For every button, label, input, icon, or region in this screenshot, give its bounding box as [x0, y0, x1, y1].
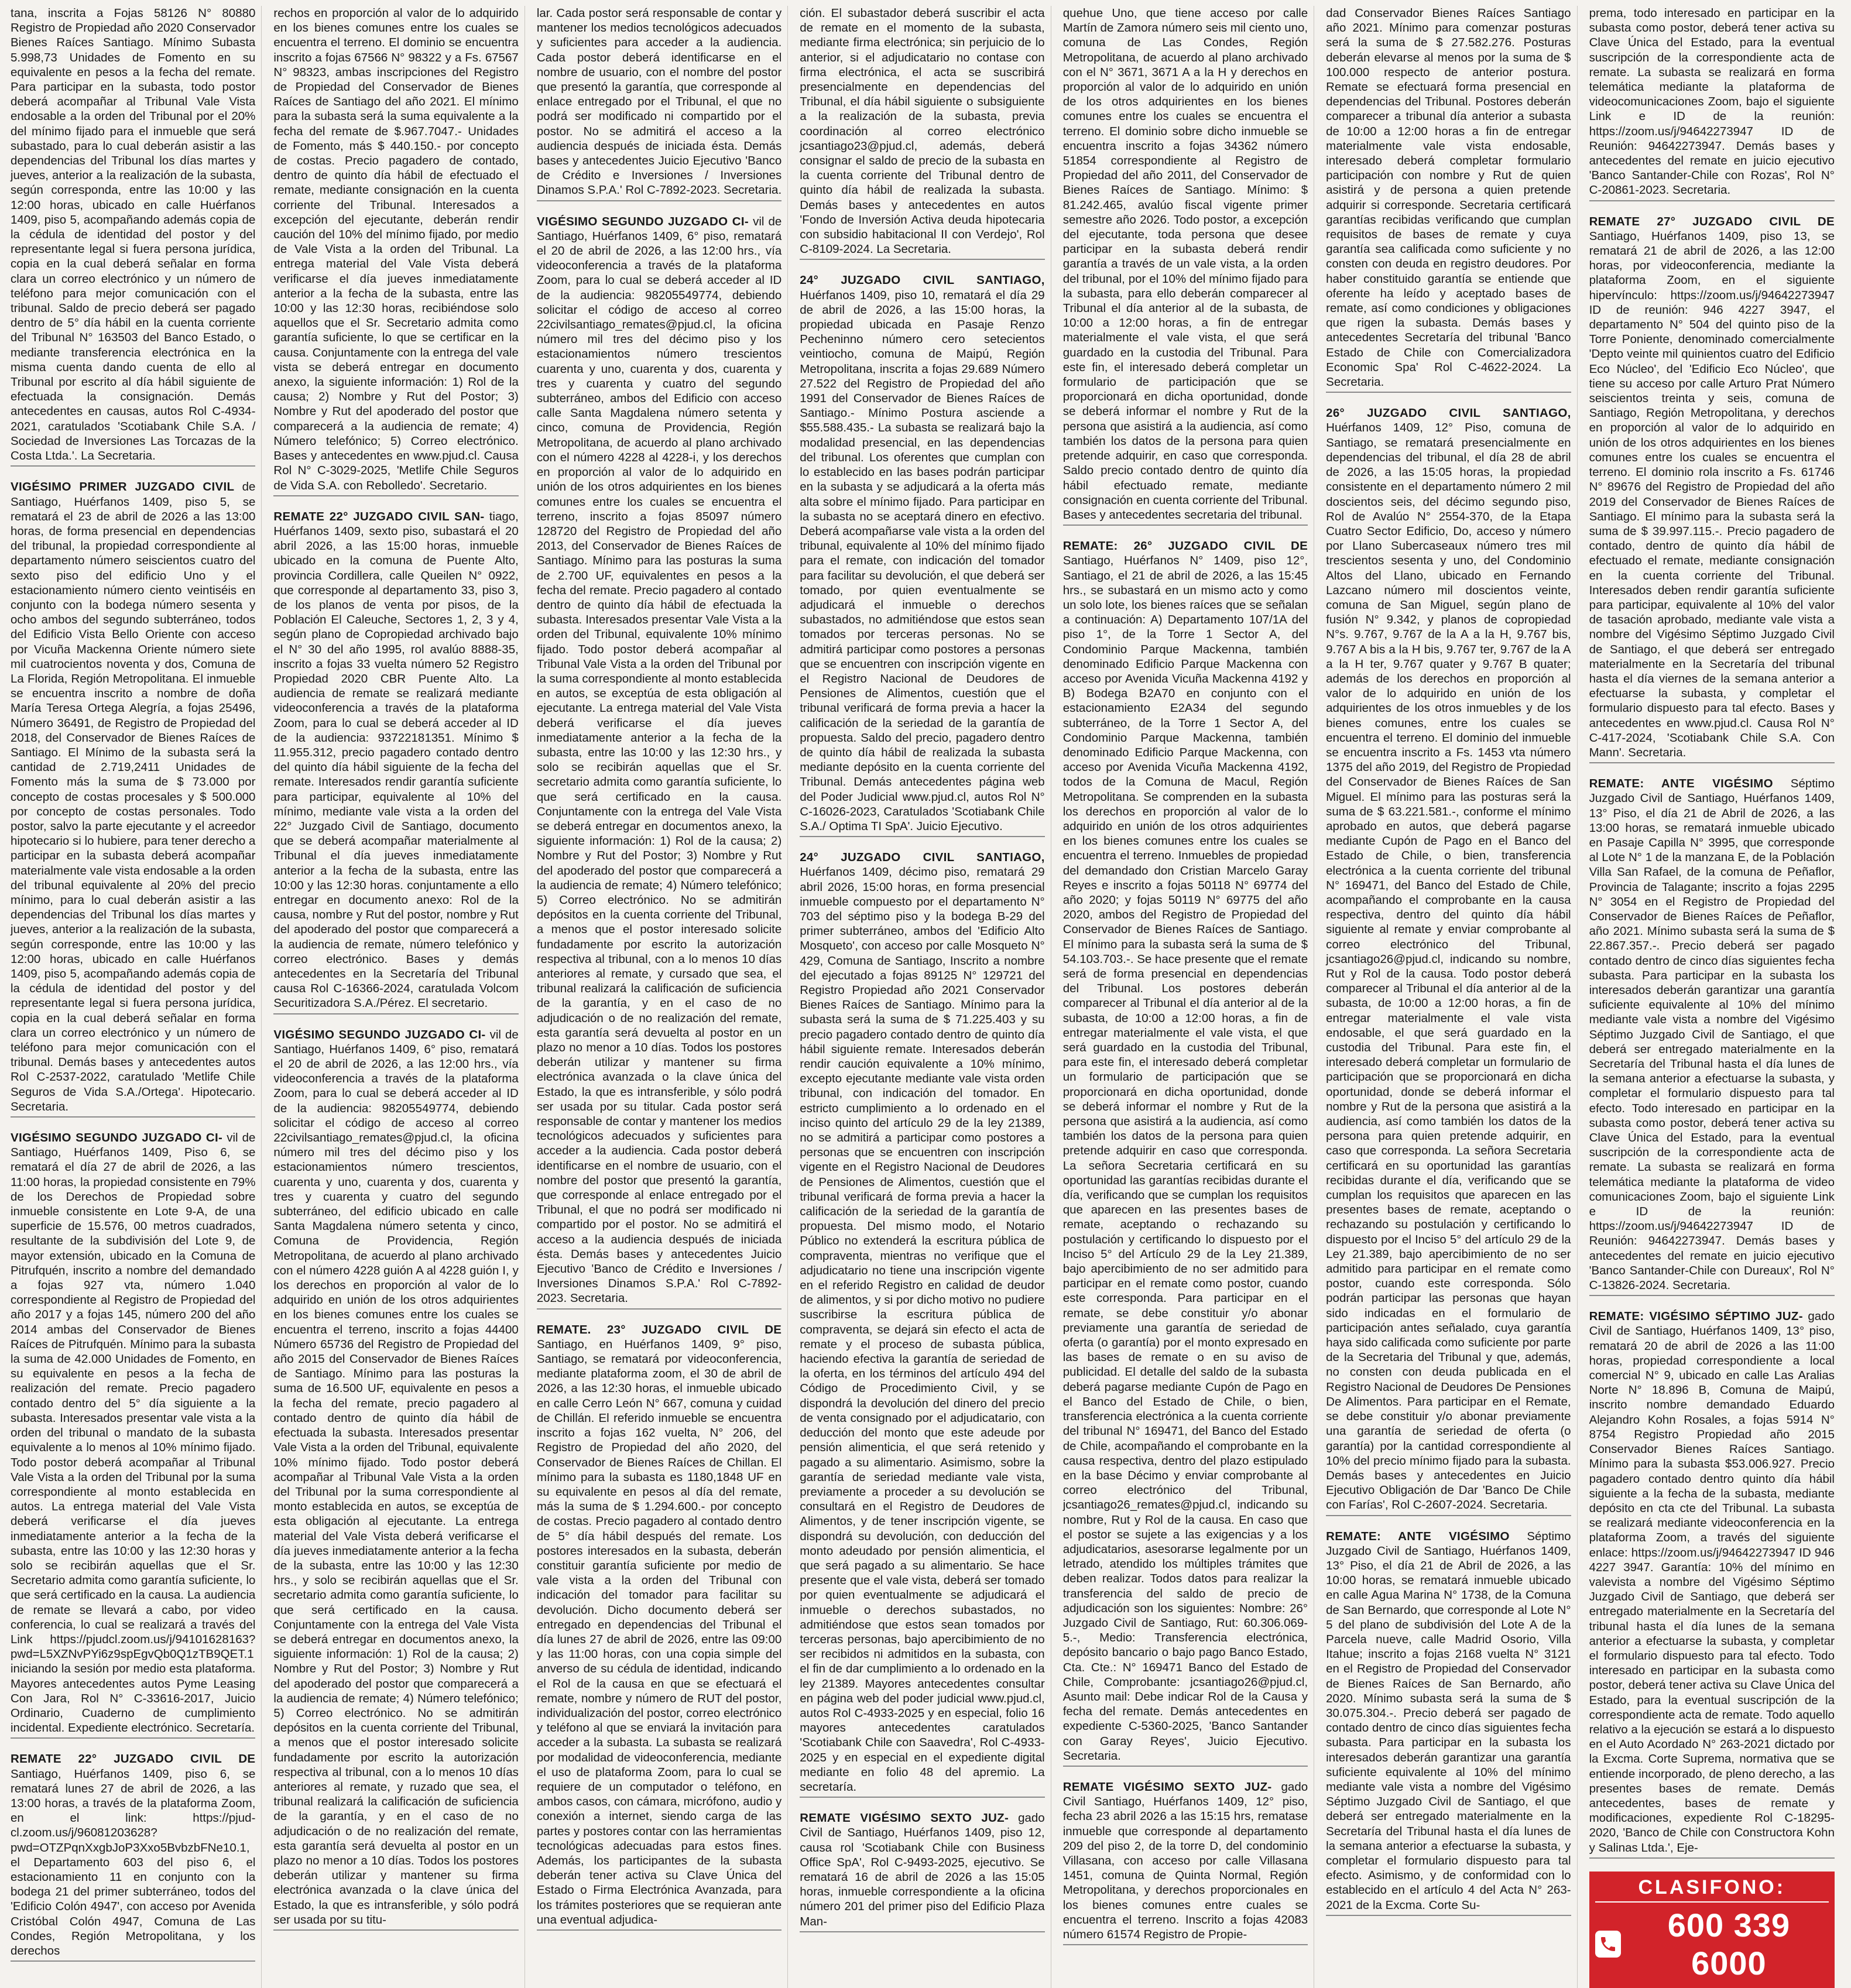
notice	[1063, 539, 1308, 1767]
notice-body: Santiago, en Huérfanos 1409, 9° piso, Santiago, se rematará por videoconferencia, mediante plataforma zoom, el 30 de abril de 2026, a las 12:30 horas, el inmueble ubicado en calle Cerro León N° 667, comuna y cuidad de Chillán. El referido inmueble se encuentra inscrito a fojas 162 vuelta, N° 206, del Registro de Propiedad del año 2020, del Conservador de Bienes Raíces de Chillan. El mínimo para la subasta es 1180,1848 UF en su equivalente en pesos al día del remate, más la suma de $ 1.294.600.- por concepto de costas. Precio pagadero al contado dentro de 5° día hábil después del remate. Los postores interesados en la subasta, deberán constituir garantía suficiente por medio de vale vista a la orden del Tribunal con indicación del tomador para facilitar su devolución. Dicho documento deberá ser entregado en dependencias del Tribunal el día lunes 27 de abril de 2026, entre las 09:00 y las 11:00 horas, con una copia simple del anverso de su cédula de identidad, indicando el Rol de la causa en que se efectuará el remate, nombre y número de RUT del postor, individualización del postor, correo electrónico y teléfono al que se enviará la invitación para acceder a la subasta. La subasta se realizará por modalidad de videoconferencia, mediante el uso de plataforma Zoom, para lo cual se requiere de un computador o teléfono, en ambos casos, con cámara, micrófono, audio y conexión a internet, siendo carga de las partes y postores contar con las herramientas tecnológicas adecuadas para estos fines. Además, los participantes de la subasta deberán tener activa su Clave Única del Estado o Firma Electrónica Avanzada, para los trámites posteriores que se requieran ante una eventual adjudica-	[536, 1337, 782, 1927]
notice-body: prema, todo interesado en participar en la subasta como postor, deberá tener activa su Clave Única del Estado, para la eventual suscripción de la correspondiente acta de remate. La subasta se realizará en forma telemática mediante la plataforma de videocomunicaciones Zoom, bajo el siguiente Link e ID de la reunión: https://zoom.us/j/94642273947 ID de Reunión: 94642273947. Demás bases y antecedentes del remate en juicio ejecutivo 'Banco Santander-Chile con Rozas', Rol N° C-20861-2023. Secretaria.	[1589, 6, 1835, 197]
clasifono-label: CLASIFONO:	[1595, 1876, 1829, 1903]
notice-heading: 24° JUZGADO CIVIL SANTIAGO,	[800, 851, 1045, 865]
column-5	[1063, 6, 1314, 1988]
notice-body: gado Civil Santiago, Huérfanos 1409, 12° piso, fecha 23 abril 2026 a las 15:15 hrs, rematase inmueble que corresponde al departamento 209 del piso 2, de la torre D, del condominio Villasana, con acceso por calle Villasana 1451, comuna de Quinta Normal, Región Metropolitana, y derechos proporcionales en los bienes comunes entre cuales se encuentra el terreno. Inscrito a fojas 42083 número 61574 Registro de Propie-	[1062, 1780, 1308, 1941]
notice	[11, 479, 255, 1118]
notice	[11, 6, 255, 467]
classifieds-page	[11, 6, 1840, 1982]
column-7	[1589, 6, 1840, 1988]
column-1	[11, 6, 262, 1988]
notice	[1326, 1529, 1571, 1916]
column-6	[1326, 6, 1577, 1988]
notice-body: vil de Santiago, Huérfanos 1409, 6° piso, rematará el 20 de abril de 2026, a las 12:00 hrs., vía videoconferencia a través de la plataforma Zoom, para lo cual se deberá acceder al ID de la audiencia: 98205549774, debiendo solicitar el código de acceso al correo 22civilsantiago_remates@pjud.cl, la oficina número mil tres del décimo piso y los estacionamientos número trescientos cuarenta y uno, cuarenta y dos, cuarenta y tres y cuarenta y cuatro del segundo subterráneo, ambos del Edificio con acceso calle Santa Magdalena número setenta y cinco, comuna de Providencia, Región Metropolitana, de acuerdo al plano archivado con el número 4228 al 4228-i, y los derechos en proporción al valor de lo adquirido en unión de los otros adquirientes en los bienes comunes entre los cuales se encuentra el terreno, inscrito a fojas 85097 número 128720 del Registro de Propiedad del año 2013, del Conservador de Bienes Raíces de Santiago. Mínimo para las posturas la suma de 2.700 UF, equivalentes en pesos a la fecha del remate. Precio pagadero al contado dentro de quinto día hábil de efectuada la subasta. Interesados presentar Vale Vista a la orden del Tribunal, equivalente 10% mínimo fijado. Todo postor deberá acompañar al Tribunal Vale Vista a la orden del Tribunal por la suma correspondiente al monto establecida en autos, se exceptúa de esta obligación al ejecutante. La entrega material del Vale Vista deberá verificarse el día jueves inmediatamente anterior a la fecha de la subasta, entre las 10:00 y las 12:30 hrs., y solo se recibirán aquellas que el Sr. secretario admita como garantía suficiente, lo que será certificado en la causa. Conjuntamente con la entrega del Vale Vista se deberá entregar en documentos anexo, la siguiente información: 1) Rol de la causa; 2) Nombre y Rut del Postor; 3) Nombre y Rut del apoderado del postor que comparecerá a la audiencia de remate; 4) Número telefónico; 5) Correo electrónico. No se admitirán depósitos en la cuenta corriente del Tribunal, a menos que el postor interesado solicite fundadamente por escrito la autorización respectiva al tribunal, con a lo menos 10 días anteriores al remate, y cursado que sea, el tribunal realizará la calificación de suficiencia de la garantía, y en el caso de no adjudicación o de no realización del remate, esta garantía será devuelta al postor en un plazo no menor a 10 días. Todos los postores deberán utilizar y mantener su firma electrónica avanzada o la clave única del Estado, la que es intransferible, y sólo podrá ser usada por su titular. Cada postor será responsable de contar y mantener los medios tecnológicos adecuados y suficientes para acceder a la audiencia. Cada postor deberá identificarse en el nombre de usuario, con el nombre del postor que presentó la garantía, que corresponde al enlace entregado por el Tribunal, el que no podrá ser modificado ni compartido por el postor. No se admitirá el acceso a la audiencia después de iniciada ésta. Demás bases y antecedentes Juicio Ejecutivo 'Banco de Crédito e Inversiones / Inversiones Dinamos S.P.A.' Rol C-7892-2023. Secretaria.	[536, 214, 782, 1305]
notice-body: vil de Santiago, Huérfanos 1409, 6° piso, rematará el 20 de abril de 2026, a las 12:00 hrs., vía videoconferencia a través de la plataforma Zoom, para lo cual se deberá acceder al ID de la audiencia: 98205549774, debiendo solicitar el código de acceso al correo 22civilsantiago_remates@pjud.cl, la oficina número mil tres del décimo piso y los estacionamientos número trescientos, cuarenta y uno, cuarenta y dos, cuarenta y tres y cuarenta y cuatro del segundo subterráneo, del edificio ubicado en calle Santa Magdalena número setenta y cinco, Comuna de Providencia, Región Metropolitana, de acuerdo al plano archivado con el número 4228 guión A al 4228 guión I, y los derechos en proporción al valor de lo adquirido en unión de los otros adquirientes en los bienes comunes entre los cuales se encuentra el terreno, inscrito a fojas 44400 Número 65736 del Registro de Propiedad del año 2015 del Conservador de Bienes Raíces de Santiago. Mínimo para las posturas la suma de 16.500 UF, equivalente en pesos a la fecha del remate, precio pagadero al contado dentro de quinto día hábil de efectuada la subasta. Interesados presentar Vale Vista a la orden del Tribunal, equivalente 10% mínimo fijado. Todo postor deberá acompañar al Tribunal Vale Vista a la orden del Tribunal por la suma correspondiente al monto establecida en autos, se exceptúa de esta obligación al ejecutante. La entrega material del Vale Vista deberá verificarse el día jueves inmediatamente anterior a la fecha de la subasta, entre las 10:00 y las 12:30 hrs., y solo se recibirán aquellas que el Sr. secretario admita como garantía suficiente, lo que será certificado en la causa. Conjuntamente con la entrega del Vale Vista se deberá entregar en documentos anexo, la siguiente información: 1) Rol de la causa; 2) Nombre y Rut del Postor; 3) Nombre y Rut del apoderado del postor que comparecerá a la audiencia de remate; 4) Número telefónico; 5) Correo electrónico. No se admitirán depósitos en la cuenta corriente del Tribunal, a menos que el postor interesado solicite fundadamente por escrito la autorización respectiva al tribunal, con a lo menos 10 días anteriores al remate, y ruzado que sea, el tribunal realizará la calificación de suficiencia de la garantía, y en el caso de no adjudicación o de no realización del remate, esta garantía será devuelta al postor en un plazo no menor a 10 días. Todos los postores deberán utilizar y mantener su firma electrónica avanzada o la clave única del Estado, la que es intransferible, y sólo podrá ser usada por su titu-	[273, 1027, 519, 1927]
notice-heading: REMATE VIGÉSIMO SEXTO JUZ-	[800, 1811, 1009, 1825]
notice	[1063, 6, 1308, 526]
column-4	[800, 6, 1051, 1988]
notice	[1326, 6, 1571, 393]
notice-heading: REMATE VIGÉSIMO SEXTO JUZ-	[1062, 1780, 1272, 1794]
notice-heading: VIGÉSIMO SEGUNDO JUZGADO CI-	[536, 214, 749, 228]
column-3	[537, 6, 788, 1988]
notice	[800, 1811, 1044, 1932]
notice-heading: REMATE: ANTE VIGÉSIMO	[1589, 777, 1773, 791]
notice	[273, 509, 518, 1014]
notice-heading: VIGÉSIMO PRIMER JUZGADO CIVIL	[11, 480, 235, 494]
notice-body: tiago, Huérfanos 1409, sexto piso, subastará el 20 abril 2026, a las 15:00 horas, inmueble ubicado en la comuna de Puente Alto, provincia Cordillera, calle Queilen N° 0922, que corresponde al departamento 33, piso 3, de los planos de venta por pisos, de la Población El Caleuche, Sectores 1, 2, 3 y 4, según plano de Copropiedad archivado bajo el N° 30 del año 1995, rol avalúo 8888-35, inscrito a fojas 33 vuelta número 52 Registro Propiedad 2020 CBR Puente Alto. La audiencia de remate se realizará mediante videoconferencia a través de la plataforma Zoom, para lo cual se deberá acceder al ID de la audiencia: 93722181351. Mínimo $ 11.955.312, precio pagadero contado dentro del quinto día hábil siguiente de la fecha del remate. Interesados rendir garantía suficiente para participar, equivalente al 10% del mínimo, mediante vale vista a la orden del 22° Juzgado Civil de Santiago, documento que se deberá acompañar materialmente al Tribunal el día jueves inmediatamente anterior a la fecha de la subasta, entre las 10:00 y las 12:30 horas. conjuntamente a ello entregar en documento anexo: Rol de la causa, nombre y Rut del postor, nombre y Rut del apoderado del postor que comparecerá a la audiencia de remate, número telefónico y correo electrónico. Bases y demás antecedentes en la Secretaría del Tribunal causa Rol C-16366-2024, caratulada Volcom Securitizadora S.A./Pérez. El secretario.	[273, 509, 519, 1010]
notice-body: gado Civil de Santiago, Huérfanos 1409, 13° piso, rematará 20 de abril de 2026 a las 11:00 horas, propiedad correspondiente a local comercial N° 9, ubicado en calle Las Aralias Norte N° 18.896 B, Comuna de Maipú, inscrito nombre demandado Eduardo Alejandro Kohn Rosales, a fojas 5914 N° 8754 Registro Propiedad año 2015 Conservador Bienes Raíces Santiago. Mínimo para la subasta $53.006.927. Precio pagadero contado dentro quinto día hábil siguiente a la fecha de la subasta, mediante depósito en cta cte del Tribunal. La subasta se realizará mediante videoconferencia en la plataforma Zoom, a través del siguiente enlace: https://zoom.us/j/94642273947 ID 946 4227 3947. Garantía: 10% del mínimo en valevista a nombre del Vigésimo Séptimo Juzgado Civil de Santiago, que deberá ser entregado materialmente en la Secretaría del tribunal hasta el día lunes de la semana anterior a efectuarse la subasta, y completar el formulario dispuesto para tal efecto. Todo interesado en participar en la subasta como postor, deberá tener activa su Clave Única del Estado, para la eventual suscripción de la correspondiente acta de remate. Todo aquello relativo a la ejecución se estará a lo dispuesto en el Auto Acordado N° 263-2021 dictado por la Excma. Corte Suprema, normativa que se entiende incorporado, de pleno derecho, a las presentes bases de remate. Demás antecedentes, bases de remate y modificaciones, expediente Rol C-18295-2020, 'Banco de Chile con Constructora Kohn y Salinas Ltda.', Eje-	[1589, 1310, 1835, 1855]
notice	[1063, 1780, 1308, 1945]
notice-body: ción. El subastador deberá suscribir el acta de remate en el momento de la subasta, mediante firma electrónica; sin perjuicio de lo anterior, si el adjudicatario no contase con firma electrónica, el acta se suscribirá presencialmente en dependencias del Tribunal, el día hábil siguiente o subsiguiente a la realización de la subasta, previa coordinación al correo electrónico jcsantiago23@pjud.cl, además, deberá consignar el saldo de precio de la subasta en la cuenta corriente del Tribunal dentro de quinto día hábil de realizada la subasta. Demás bases y antecedentes en autos 'Fondo de Inversión Activa deuda hipotecaria con subsidio habitacional II con Verdejo', Rol C-8109-2024. La Secretaria.	[800, 6, 1045, 256]
notice-body: gado Civil de Santiago, Huérfanos 1409, piso 12, causa rol 'Scotiabank Chile con Business Office SpA', Rol C-9493-2025, ejecutivo. Se rematará 16 de abril de 2026 a las 15:05 horas, inmueble correspondiente a la oficina número 201 del primer piso del Edificio Plaza Man-	[800, 1811, 1045, 1928]
notice	[273, 1027, 518, 1931]
notice-heading: 26° JUZGADO CIVIL SANTIAGO,	[1326, 406, 1571, 420]
notice-heading: 24° JUZGADO CIVIL SANTIAGO,	[800, 273, 1045, 287]
notice-body: rechos en proporción al valor de lo adquirido en los bienes comunes entre los cuales se encuentra el terreno. El dominio se encuentra inscrito a fojas 67566 N° 98322 y a Fs. 67567 N° 98323, ambas inscripciones del Registro de Propiedad del Conservador de Bienes Raíces de Santiago del año 2021. El mínimo para la subasta será la suma equivalente a la fecha del remate de $.967.7047.- Unidades de Fomento, más $ 440.150.- por concepto de costas. Precio pagadero de contado, dentro de quinto día hábil de efectuado el remate, mediante consignación en la cuenta corriente del Tribunal. Interesados a excepción del ejecutante, deberán rendir caución del 10% del mínimo fijado, por medio de Vale Vista a la orden del Tribunal. La entrega material del Vale Vista deberá verificarse el día jueves inmediatamente anterior a la fecha de la subasta, entre las 10:00 y las 12:30 horas, recibiéndose solo aquellos que el Sr. Secretario admita como garantía suficiente, lo que se certificar en la causa. Conjuntamente con la entrega del vale vista se deberá entregar en documento anexo, la siguiente información: 1) Rol de la causa; 2) Nombre y Rut del Postor; 3) Nombre y Rut del apoderado del postor que comparecerá a la audiencia de remate; 4) Número telefónico; 5) Correo electrónico. Bases y antecedentes en www.pjud.cl. Causa Rol N° C-3029-2025, 'Metlife Chile Seguros de Vida S.A. con Rebolledo'. Secretario.	[273, 6, 519, 492]
clasifono-row	[1595, 1906, 1829, 1982]
notice-heading: REMATE 22° JUZGADO CIVIL SAN-	[273, 509, 485, 523]
notice-heading: REMATE: ANTE VIGÉSIMO	[1326, 1529, 1510, 1543]
notice-body: vil de Santiago, Huérfanos 1409, Piso 6, se rematará el día 27 de abril de 2026, a las 11:00 horas, la propiedad consistente en 79% de los Derechos de Propiedad sobre inmueble consistente en Lote 9-A, de una superficie de 15.576, 00 metros cuadrados, resultante de la subdivisión del Lote 9, de mayor extensión, ubicado en la Comuna de Pitrufquén, inscrito a nombre del demandado a fojas 927 vta, número 1.040 correspondiente al Registro de Propiedad del año 2017 y a fojas 145, número 200 del año 2014 ambas del Conservador de Bienes Raíces de Pitrufquén. Mínimo para la subasta la suma de 42.000 Unidades de Fomento, en su equivalente en pesos a la fecha de realización del remate. Precio pagadero contado dentro del 5° día siguiente a la subasta. Interesados presentar vale vista a la orden del tribunal o mandato de la subasta equivalente a lo menos al 10% mínimo fijado. Todo postor deberá acompañar al Tribunal Vale Vista a la orden del Tribunal por la suma correspondiente al monto establecida en autos. La entrega material del Vale Vista deberá verificarse el día jueves inmediatamente anterior a la fecha de la subasta, entre las 10:00 y las 12:30 horas y solo se recibirán aquellas que el Sr. Secretario admita como garantía suficiente, lo que será certificado en la causa. La audiencia de remate se llevará a cabo, por video conferencia, lo cual se realizará a través del Link https://pjudcl.zoom.us/j/94101628163?pwd=L5XZNvPYi6z9spEgvQb0Q1zTB9QET.1 iniciando la sesión por medio esta plataforma. Mayores antecedentes autos Pyme Leasing Con Jara, Rol N° C-33616-2017, Juicio Ordinario, Cuaderno de cumplimiento incidental. Expediente electrónico. Secretaría.	[11, 1131, 256, 1735]
notice-heading: VIGÉSIMO SEGUNDO JUZGADO CI-	[11, 1131, 223, 1145]
notice-body: Huérfanos 1409, piso 10, rematará el día 29 de abril de 2026, a las 15:00 horas, la propiedad ubicada en Pasaje Renzo Pecheninno número cero setecientos veintiocho, comuna de Maipú, Región Metropolitana, inscrita a fojas 29.689 Número 27.522 del Registro de Propiedad del año 1991 del Conservador de Bienes Raíces de Santiago.- Mínimo Postura asciende a $55.588.435.- La subasta se realizará bajo la modalidad presencial, en las dependencias del tribunal. Los oferentes que cumplan con lo establecido en las bases podrán participar en la subasta y se adjudicará a la oferta más alta sobre el mínimo fijado. Para participar en la subasta no se aceptará dinero en efectivo. Deberá acompañarse vale vista a la orden del tribunal, equivalente al 10% del mínimo fijado para el remate, con indicación del tomador para facilitar su devolución, el que deberá ser tomado, por quien eventualmente se adjudicará el inmueble o derechos subastados, no admitiéndose que estos sean tomados por terceras personas. No se admitirá participar como postores a personas que se encuentren con inscripción vigente en el Registro Nacional de Deudores de Pensiones de Alimentos, cuestión que el tribunal verificará de forma previa a hacer la calificación de la seriedad de la garantía de propuesta. Saldo del precio, pagadero dentro de quinto día hábil de realizada la subasta mediante depósito en la cuenta corriente del Tribunal. Demás antecedentes página web del Poder Judicial www.pjud.cl, autos Rol N° C-16026-2023, Caratulados 'Scotiabank Chile S.A./ Optima TI SpA'. Juicio Ejecutivo.	[800, 288, 1045, 833]
notice-body: Huérfanos 1409, 12° Piso, comuna de Santiago, se rematará presencialmente en dependencias del tribunal, el día 28 de abril de 2026, a las 15:05 horas, la propiedad consistente en el departamento número 2 mil doscientos seis, del décimo segundo piso, Rol de Avalúo N° 2554-370, de la Etapa Cuatro Sector Edificio, Do, acceso y número por Llano Subercaseaux número tres mil trescientos sesenta y uno, del Condominio Altos del Llano, ubicado en Fernando Lazcano número mil doscientos veinte, comuna de San Miguel, según plano de fusión N° 9.342, y planos de copropiedad N°s. 9.767, 9.767 de la A a la H, 9.767 bis, 9.767 A bis a la H bis, 9.767 ter, 9.767 de la A a la H ter, 9.767 quater y 9.767 B quater; además de los derechos en proporción al valor de lo adquirido en unión de los adquirientes de los otros inmuebles y de los bienes comunes, entre los cuales se encuentra el terreno. El dominio del inmueble se encuentra inscrito a Fs. 1453 vta número 1375 del año 2019, del Registro de Propiedad del Conservador de Bienes Raíces de San Miguel. El mínimo para las posturas será la suma de $ 63.221.581.-, conforme el mínimo aprobado en autos, que deberá pagarse mediante Cupón de Pago en el Banco del Estado de Chile, o bien, transferencia electrónica a la cuenta corriente del tribunal N° 169471, del Banco del Estado de Chile, acompañando el comprobante en la causa respectiva, dentro del quinto día hábil siguiente al remate y enviar comprobante al correo electrónico del Tribunal, jcsantiago26@pjud.cl, indicando su nombre, Rut y Rol de la causa. Todo postor deberá comparecer al Tribunal el día anterior al de la subasta, de 10:00 a 12:00 horas, a fin de entregar materialmente el vale vista endosable, el que será guardado en la custodia del Tribunal. Para este fin, el interesado deberá completar un formulario de participación que se proporcionará en dicha oportunidad, donde se deberá informar el nombre y Rut de la persona que asistirá a la audiencia, así como también los datos de la persona para quien pretende adquirir, en caso que corresponda. La señora Secretaria certificará en su oportunidad las garantías recibidas durante el día, verificando que se cumplan los requisitos que aparecen en las presentes bases de remate, aceptando o rechazando su postulación y certificando lo dispuesto por el Inciso 5° del artículo 29 de la Ley 21.389, bajo apercibimiento de no ser admitido para participar en el remate como postor, cuando este corresponda. Sólo podrán participar las personas que hayan sido indicadas en el formulario de participación antes señalado, cuya garantía haya sido calificada como suficiente por parte de la Secretaria del Tribunal y que, además, no consten con deuda publicada en el Registro Nacional de Deudores De Pensiones De Alimentos. Para participar en el Remate, se debe constituir y/o abonar previamente una garantía de seriedad de oferta (o garantía) por la cantidad correspondiente al 10% del precio mínimo fijado para la subasta. Demás bases y antecedentes en Juicio Ejecutivo Obligación de Dar 'Banco De Chile con Farías', Rol C-2607-2024. Secretaria.	[1326, 421, 1571, 1512]
notice	[800, 273, 1044, 837]
notice	[1589, 6, 1835, 201]
notice-body: tana, inscrita a Fojas 58126 N° 80880 Registro de Propiedad año 2020 Conservador Bienes Raíces Santiago. Mínimo Subasta 5.998,73 Unidades de Fomento en su equivalente en pesos a la fecha del remate. Para participar en la subasta, todo postor deberá acompañar al Tribunal Vale Vista endosable a la orden del Tribunal por el 20% del mínimo fijado para el inmueble que será subastado, para lo cual deberán asistir a las dependencias del Tribunal los días martes y jueves, anterior a la realización de la subasta, según corresponda, entre las 10:00 y las 12:00 horas, ubicado en calle Huérfanos 1409, piso 5, acompañando además copia de la cédula de identidad del postor y del representante legal si fuera persona jurídica, copia en la cual deberá señalar en forma clara un correo electrónico y un número de teléfono para mejor comunicación con el tribunal. Saldo de precio deberá ser pagado dentro de 5° día hábil en la cuenta corriente del Tribunal N° 163503 del Banco Estado, o mediante transferencia electrónica en la misma cuenta dando cuenta de ello al Tribunal por escrito al día hábil siguiente de efectuada la consignación. Demás antecedentes en causas, autos Rol C-4934-2021, caratulados 'Scotiabank Chile S.A. / Sociedad de Inversiones Las Torcazas de la Costa Ltda.'. La Secretaria.	[11, 6, 256, 463]
notice	[1589, 1309, 1835, 1859]
notice	[800, 850, 1044, 1798]
notice	[800, 6, 1044, 260]
phone-icon	[1595, 1931, 1621, 1958]
notice	[1589, 776, 1835, 1296]
notice-body: Séptimo Juzgado Civil de Santiago, Huérfanos 1409, 13° Piso, el día 21 de Abril de 2026, a las 10:00 horas, se rematará inmueble ubicado en calle Agua Marina N° 1738, de la Comuna de San Bernardo, que corresponde al Lote N° 5 del plano de subdivisión del Lote A de la Parcela nueve, calle Madrid Osorio, Villa Itahue; inscrito a fojas 2168 vuelta N° 3121 en el Registro de Propiedad del Conservador de Bienes Raíces de San Bernardo, año 2020. Mínimo subasta será la suma de $ 30.075.304.-. Precio deberá ser pagado de contado dentro de cinco días siguientes fecha subasta. Para participar en la subasta los interesados deberán garantizar una garantía suficiente equivalente al 10% del mínimo mediante vale vista a nombre del Vigésimo Séptimo Juzgado Civil de Santiago, el que deberá ser entregado materialmente en la Secretaría del Tribunal hasta el día lunes de la semana anterior a efectuarse la subasta, y completar el formulario dispuesto para tal efecto. Asimismo, y de conformidad con lo establecido en el artículo 4 del Acta N° 263-2021 de la Excma. Corte Su-	[1326, 1529, 1571, 1912]
column-2	[273, 6, 525, 1988]
notice-body: Santiago, Huérfanos 1409, piso 6, se rematará lunes 27 de abril de 2026, a las 13:00 horas, a través de la plataforma Zoom, en el link: https://pjud-cl.zoom.us/j/96081203628?pwd=OTZPqnXxgbJoP3Xxo5BvbzbFNe10.1, el Departamento 603 del piso 6, el estacionamiento 11 en conjunto con la bodega 21 del primer subterráneo, todos del 'Edificio Colón 4947', con acceso por Avenida Cristóbal Colón 4947, Comuna de Las Condes, Región Metropolitana, y los derechos	[11, 1767, 256, 1958]
notice-heading: REMATE: VIGÉSIMO SÉPTIMO JUZ-	[1589, 1310, 1803, 1324]
notice-body: lar. Cada postor será responsable de contar y mantener los medios tecnológicos adecuados y suficientes para acceder a la audiencia. Cada postor deberá identificarse en el nombre de usuario, con el nombre del postor que presentó la garantía, que corresponde al enlace entregado por el Tribunal, el que no podrá ser modificado ni compartido por el postor. No se admitirá el acceso a la audiencia después de iniciada ésta. Demás bases y antecedentes Juicio Ejecutivo 'Banco de Crédito e Inversiones / Inversiones Dinamos S.P.A.' Rol C-7892-2023. Secretaria.	[536, 6, 782, 197]
notice-heading: REMATE 22° JUZGADO CIVIL DE	[11, 1752, 256, 1766]
notice	[273, 6, 518, 496]
notice-body: quehue Uno, que tiene acceso por calle Martín de Zamora número seis mil ciento uno, comuna de Las Condes, Región Metropolitana, de acuerdo al plano archivado con el N° 3671, 3671 A a la H y derechos en proporción al valor de lo adquirido en unión de los otros adquirientes en los bienes comunes entre los cuales se encuentra el terreno. El dominio sobre dicho inmueble se encuentra inscrito a fojas 34362 número 51854 correspondiente al Registro de Propiedad del año 2011, del Conservador de Bienes Raíces de Santiago. Mínimo: $ 81.242.465, avalúo fiscal vigente primer semestre año 2026. Todo postor, a excepción del ejecutante, toda persona que desee participar en la subasta deberá rendir garantía a través de un vale vista, a la orden del tribunal, por el 10% del mínimo fijado para la subasta, para ello deberán comparecer al Tribunal el día anterior al de la subasta, de 10:00 a 12:00 horas, a fin de entregar materialmente el vale vista, el que será guardado en la custodia del Tribunal. Para este fin, el interesado deberá completar un formulario de participación que se proporcionará en dicha oportunidad, donde se deberá informar el nombre y Rut de la persona que asistirá a la audiencia, así como también los datos de la persona para quien pretende adquirir, en caso que corresponda. Saldo precio contado dentro de quinto día hábil efectuado remate, mediante consignación en cuenta corriente del Tribunal. Bases y antecedentes secretaria del tribunal.	[1062, 6, 1308, 522]
notice	[537, 214, 781, 1310]
notice-body: de Santiago, Huérfanos 1409, piso 5, se rematará el 23 de abril de 2026 a las 13:00 horas, de forma presencial en dependencias del tribunal, la propiedad correspondiente al departamento número seiscientos cuatro del sexto piso del edificio Uno y el estacionamiento número ciento veintiséis en conjunto con la bodega número sesenta y ocho ambos del segundo subterráneo, todos del Edificio Vista Bello Oriente con acceso por Vicuña Mackenna Oriente número siete mil cuatrocientos noventa y dos, Comuna de La Florida, Región Metropolitana. El inmueble se encuentra inscrito a nombre de doña María Teresa Ortega Alegría, a fojas 25496, Número 36491, de Registro de Propiedad del 2018, del Conservador de Bienes Raíces de Santiago. El Mínimo de la subasta será la cantidad de 2.719,2411 Unidades de Fomento más la suma de $ 73.000 por concepto de costas procesales y $ 500.000 por concepto de costas personales. Todo postor, salvo la parte ejecutante y el acreedor hipotecario si lo hubiere, para tener derecho a participar en la subasta deberá acompañar materialmente vale vista endosable a la orden del tribunal equivalente al 20% del precio mínimo, para lo cual deberán asistir a las dependencias del Tribunal los días martes y jueves, anterior a la realización de la subasta, según corresponde, entre las 10:00 y las 12:00 horas, ubicado en calle Huérfanos 1409, piso 5, acompañando además copia de la cédula de identidad del postor y del representante legal si fuera persona jurídica, copia en la cual deberá señalar en forma clara un correo electrónico y un número de teléfono para mejor comunicación con el tribunal. Demás bases y antecedentes autos Rol C-2537-2022, caratulado 'Metlife Chile Seguros de Vida S.A./Ortega'. Hipotecario. Secretaria.	[11, 480, 256, 1113]
notice-heading: REMATE. 23° JUZGADO CIVIL DE	[536, 1322, 782, 1336]
notice-body: Séptimo Juzgado Civil de Santiago, Huérfanos 1409, 13° Piso, el día 21 de Abril de 2026, a las 13:00 horas, se rematará inmueble ubicado en Pasaje Capilla N° 3995, que corresponde al Lote N° 1 de la manzana E, de la Población Villa San Rafael, de la comuna de Peñaflor, Provincia de Talagante; inscrito a fojas 2295 N° 3054 en el Registro de Propiedad del Conservador de Bienes Raíces de Peñaflor, año 2021. Mínimo subasta será la suma de $ 22.867.357.-. Precio deberá ser pagado contado dentro de cinco días siguientes fecha subasta. Para participar en la subasta los interesados deberán garantizar una garantía suficiente equivalente al 10% del mínimo mediante vale vista a nombre del Vigésimo Séptimo Juzgado Civil de Santiago, el que deberá ser entregado materialmente en la Secretaría del Tribunal hasta el día lunes de la semana anterior a efectuarse la subasta, y completar el formulario dispuesto para tal efecto. Todo interesado en participar en la subasta como postor, deberá tener activa su Clave Única del Estado, para la eventual suscripción de la correspondiente acta de remate. La subasta se realizará en forma telemática mediante la plataforma de video comunicaciones Zoom, bajo el siguiente Link e ID de la reunión: https://zoom.us/j/94642273947 ID de Reunión: 94642273947. Demás bases y antecedentes del remate en juicio ejecutivo 'Banco Santander-Chile con Dureaux', Rol N° C-13826-2024. Secretaria.	[1589, 777, 1835, 1293]
clasifono-phone[interactable]: 600 339 6000	[1667, 1906, 1791, 1982]
notice-body: Huérfanos 1409, décimo piso, rematará 29 abril 2026, 15:00 horas, en forma presencial inmueble compuesto por el departamento N° 703 del séptimo piso y la bodega B-29 del primer subterráneo, ambos del 'Edificio Alto Mosqueto', con acceso por calle Mosqueto N° 429, Comuna de Santiago, Inscrito a nombre del ejecutado a fojas 89125 N° 129721 del Registro Propiedad año 2021 Conservador Bienes Raíces de Santiago. Mínimo para la subasta será la suma de $ 71.225.403 y su precio pagadero contado dentro de quinto día hábil siguiente remate. Interesados deberán rendir caución equivalente a 10% mínimo, excepto ejecutante mediante vale vista orden tribunal, con indicación del tomador. En estricto cumplimiento a lo ordenado en el inciso quinto del artículo 29 de la ley 21389, no se admitirá a participar como postores a personas que se encuentren con inscripción vigente en el Registro Nacional de Deudores de Pensiones de Alimentos, cuestión que el tribunal verificará de forma previa a hacer la calificación de la seriedad de la garantía de propuesta. Del mismo modo, el Notario Público no extenderá la escritura pública de compraventa, mientras no verifique que el adjudicatario no tiene una inscripción vigente en el referido Registro en calidad de deudor de alimentos, y si por dicho motivo no pudiere suscribirse la escritura pública de compraventa, se dejará sin efecto el acta de remate y el proceso de subasta pública, haciendo efectiva la garantía de seriedad de la oferta, en los términos del artículo 494 del Código de Procedimiento Civil, y se dispondrá la devolución del dinero del precio de venta consignado por el adjudicatario, con deducción del monto que este adeude por pensión alimenticia, el que será retenido y pagado a su alimentario. Asimismo, sobre la garantía de seriedad mediante vale vista, previamente a proceder a su devolución se consultará en el Registro de Deudores de Alimentos, y de tener inscripción vigente, se dispondrá su devolución, con deducción del monto adeudado por pensión alimenticia, el que será pagado a su alimentario. Se hace presente que el vale vista, deberá ser tomado por quien eventualmente se adjudicará el inmueble o derechos subastados, no admitiéndose que estos sean tomados por terceras personas, bajo apercibimiento de no ser recibidos ni admitidos en la subasta, con el fin de dar cumplimiento a lo ordenado en la ley 21389. Mayores antecedentes consultar en página web del poder judicial www.pjud.cl, autos Rol C-4933-2025 y en especial, folio 16 mayores antecedentes caratulados 'Scotiabank Chile con Saavedra', Rol C-4933-2025 y en especial en el expediente digital mediante en folio 48 del apremio. La secretaría.	[800, 865, 1045, 1794]
clasifono-banner	[1589, 1872, 1835, 1988]
notice-heading: VIGÉSIMO SEGUNDO JUZGADO CI-	[273, 1027, 486, 1041]
notice-body: Santiago, Huérfanos 1409, piso 13, se rematará 21 de abril de 2026, a las 12:00 horas, por videoconferencia, mediante la plataforma Zoom, en el siguiente hipervínculo: https://zoom.us/j/94642273947 ID de reunión: 946 4227 3947, el departamento N° 504 del quinto piso de la Torre Poniente, denominado comercialmente 'Depto veinte mil quinientos cuatro del Edificio Eco Núcleo', del 'Edificio Eco Núcleo', que tiene su acceso por calle Arturo Prat Número seiscientos treinta y seis, comuna de Santiago, Región Metropolitana, y derechos en proporción al valor de lo adquirido en unión de los otros adquirientes en los bienes comunes entre los cuales se encuentra el terreno. El dominio rola inscrito a Fs. 61746 N° 89676 del Registro de Propiedad del año 2019 del Conservador de Bienes Raíces de Santiago. El mínimo para la subasta será la suma de $ 39.997.115.-. Precio pagadero de contado, dentro de quinto día hábil de efectuado el remate, mediante consignación en la cuenta corriente del Tribunal. Interesados deben rendir garantía suficiente para participar, equivalente al 10% del valor de tasación aprobado, mediante vale vista a nombre del Vigésimo Séptimo Juzgado Civil de Santiago, el que deberá ser entregado materialmente en la Secretaría del tribunal hasta el día viernes de la semana anterior a efectuarse la subasta, y completar el formulario dispuesto para tal efecto. Bases y antecedentes en www.pjud.cl. Causa Rol N° C-417-2024, 'Scotiabank Chile S.A. Con Mann'. Secretaria.	[1589, 229, 1835, 759]
notice	[11, 1130, 255, 1739]
notice-heading: REMATE: 26° JUZGADO CIVIL DE	[1062, 539, 1308, 553]
notice	[1589, 214, 1835, 764]
notice	[537, 1322, 781, 1931]
notice	[537, 6, 781, 201]
notice	[11, 1752, 255, 1962]
notice-heading: REMATE 27° JUZGADO CIVIL DE	[1589, 214, 1835, 228]
notice-body: dad Conservador Bienes Raíces Santiago año 2021. Mínimo para comenzar posturas será la suma de $ 27.582.276. Posturas deberán elevarse al menos por la suma de $ 100.000 respecto de anterior postura. Remate se efectuará forma presencial en dependencias del Tribunal. Postores deberán comparecer a tribunal día anterior a subasta de 10:00 a 12:00 horas a fin de entregar materialmente vale vista endosable, interesado deberá completar formulario participación con nombre y Rut de quien asistirá y de persona a quien pretende adquirir si corresponde. Secretaria certificará garantías recibidas verificando que cumplan requisitos de bases de remate y cuya garantía sea calificada como suficiente y no consten con deuda en registro deudores. Por haber constituido garantía se entiende que oferente ha leído y aceptado bases de remate, así como condiciones y obligaciones que rigen la subasta. Demás bases y antecedentes Secretaría del tribunal 'Banco Estado de Chile con Comercializadora Economic Spa' Rol C-4622-2024. La Secretaria.	[1326, 6, 1571, 389]
notice-body: Santiago, Huérfanos N° 1409, piso 12°, Santiago, el 21 de abril de 2026, a las 15:45 hrs., se subastará en un mismo acto y como un solo lote, los bienes raíces que se señalan a continuación: A) Departamento 107/1A del piso 1°, de la Torre 1 Sector A, del Condominio Parque Mackenna, también denominado Edificio Parque Mackenna con acceso por Avenida Vicuña Mackenna 4192 y B) Bodega B2A70 en conjunto con el estacionamiento E2A34 del segundo subterráneo, de la Torre 1 Sector A, del Condominio Parque Mackenna, también denominado Edificio Parque Mackenna, con acceso por Avenida Vicuña Mackenna 4192, todos de la Comuna de Macul, Región Metropolitana. Se comprenden en la subasta los derechos en proporción al valor de lo adquirido en unión de los otros adquirientes en los bienes comunes entre los cuales se encuentra el terreno. Inmuebles de propiedad del demandado don Cristian Marcelo Garay Reyes e inscrito a fojas 50118 N° 69774 del año 2020; y fojas 50119 N° 69775 del año 2020, ambos del Registro de Propiedad del Conservador de Bienes Raíces de Santiago. El mínimo para la subasta será la suma de $ 54.103.703.-. Se hace presente que el remate será de forma presencial en dependencias del Tribunal. Los postores deberán comparecer al Tribunal el día anterior al de la subasta, de 10:00 a 12:00 horas, a fin de entregar materialmente el vale vista, el que será guardado en la custodia del Tribunal, para este fin, el interesado deberá completar un formulario de participación que se proporcionará en dicha oportunidad, donde se deberá informar el nombre y Rut de la persona que asistirá a la audiencia, así como también los datos de la persona para quien pretende adquirir en caso que corresponda. La señora Secretaria certificará en su oportunidad las garantías recibidas durante el día, verificando que se cumplan los requisitos que aparecen en las presentes bases de remate, aceptando o rechazando su postulación y certificando lo dispuesto por el Inciso 5° del Artículo 29 de la Ley 21.389, bajo apercibimiento de no ser admitido para participar en el remate como postor, cuando este corresponda. Para participar en el remate, se debe constituir y/o abonar previamente una garantía de seriedad de oferta (o garantía) por el monto expresado en las bases de remate o en su aviso de publicidad. El detalle del saldo de la subasta deberá pagarse mediante Cupón de Pago en el Banco del Estado de Chile, o bien, transferencia electrónica a la cuenta corriente del tribunal N° 169471, del Banco del Estado de Chile, acompañando el comprobante en la causa respectiva, dentro del plazo estipulado en la base Décimo y enviar comprobante al correo electrónico del Tribunal, jcsantiago26_remates@pjud.cl, indicando su nombre, Rut y Rol de la causa. En caso que el postor se sujete a las exigencias y a los adjudicatarios, asesorarse legalmente por un letrado, atendido los múltiples trámites que deben realizar. Todos datos para realizar la transferencia del saldo de precio de adjudicación son los siguientes: Nombre: 26° Juzgado Civil de Santiago, Rut: 60.306.069-5.-, Medio: Transferencia electrónica, depósito bancario o bajo pago Banco Estado, Cta. Cte.: N° 169471 Banco del Estado de Chile, Comprobante: jcsantiago26@pjud.cl, Asunto mail: Debe indicar Rol de la Causa y fecha del remate. Demás antecedentes en expediente C-5360-2025, 'Banco Santander con Garay Reyes', Juicio Ejecutivo. Secretaria.	[1062, 554, 1308, 1763]
notice	[1326, 406, 1571, 1516]
